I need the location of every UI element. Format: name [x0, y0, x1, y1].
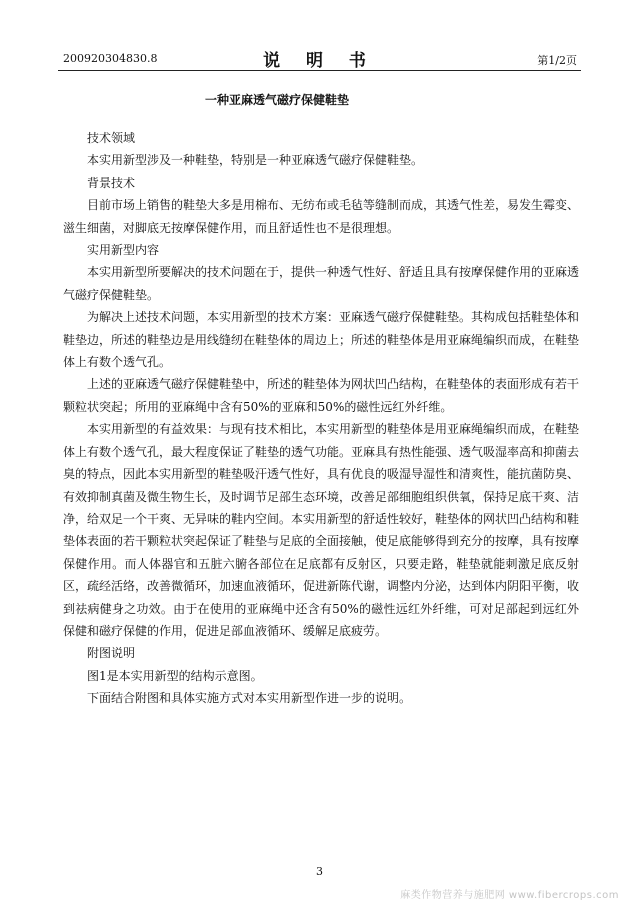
- section-heading: 技术领域: [87, 131, 136, 145]
- page-number: 3: [316, 865, 323, 878]
- paragraph: 上述的亚麻透气磁疗保健鞋垫中，所述的鞋垫体为网状凹凸结构，在鞋垫体的表面形成有若干颗粒状突起；所用的亚麻绳中含有50%的亚麻和50%的磁性远红外纤维。: [63, 377, 580, 414]
- section-heading: 附图说明: [87, 646, 136, 661]
- page-info: 第1/2页: [537, 54, 577, 67]
- paragraph: 本实用新型所要解决的技术问题在于，提供一种透气性好、舒适且具有按摩保健作用的亚麻透气磁疗保健鞋垫。: [63, 265, 580, 302]
- document-body: [63, 127, 579, 710]
- paragraph: 本实用新型的有益效果：与现有技术相比，本实用新型的鞋垫体是用亚麻绳编织而成，在鞋垫体上有数个透气孔，最大程度保证了鞋垫的透气功能。亚麻具有热性能强、透气吸湿率高和抑菌去臭的特点，因此本实用新型的鞋垫吸汗透气性好，具有优良的吸湿导湿性和清爽性，能抗菌防臭、有效抑制真菌及微生物生长，及时调节足部生态环境，改善足部细胞组织供氧，保持足底干爽、洁净，给双足一个干爽、无异味的鞋内空间。本实用新型的舒适性较好，鞋垫体的网状凹凸结构和鞋垫体表面的若干颗粒状突起保证了鞋垫与足底的全面接触，使足底能够得到充分的按摩，具有按摩保健作用。而人体器官和五脏六腑各部位在足底都有反射区，只要走路，鞋垫就能刺激足底反射区，疏经活络，改善微循环，加速血液循环，促进新陈代谢，调整内分泌，达到体内阴阳平衡，收到祛病健身之功效。由于在使用的亚麻绳中还含有50%的磁性远红外纤维，可对足部起到远红外保健和磁疗保健的作用，促进足部血液循环、缓解足底疲劳。: [63, 422, 580, 638]
- application-number: 200920304830.8: [63, 52, 158, 65]
- document-type: 说 明 书: [263, 51, 376, 71]
- header-divider: [58, 70, 581, 71]
- paragraph: 本实用新型涉及一种鞋垫，特别是一种亚麻透气磁疗保健鞋垫。: [87, 153, 424, 168]
- paragraph: 为解决上述技术问题，本实用新型的技术方案：亚麻透气磁疗保健鞋垫。其构成包括鞋垫体和鞋垫边，所述的鞋垫边是用线缝纫在鞋垫体的周边上；所述的鞋垫体是用亚麻绳编织而成，在鞋垫体上有数个透气孔。: [63, 310, 580, 370]
- watermark: 麻类作物营养与施肥网 www.fibercrops.com: [400, 890, 619, 901]
- document-title: 一种亚麻透气磁疗保健鞋垫: [205, 93, 350, 107]
- paragraph: 图1是本实用新型的结构示意图。: [87, 668, 263, 683]
- section-heading: 背景技术: [87, 175, 136, 190]
- paragraph: 目前市场上销售的鞋垫大多是用棉布、无纺布或毛毡等缝制而成，其透气性差，易发生霉变、滋生细菌，对脚底无按摩保健作用，而且舒适性也不是很理想。: [63, 198, 580, 235]
- paragraph: 下面结合附图和具体实施方式对本实用新型作进一步的说明。: [87, 691, 412, 706]
- section-heading: 实用新型内容: [87, 243, 160, 258]
